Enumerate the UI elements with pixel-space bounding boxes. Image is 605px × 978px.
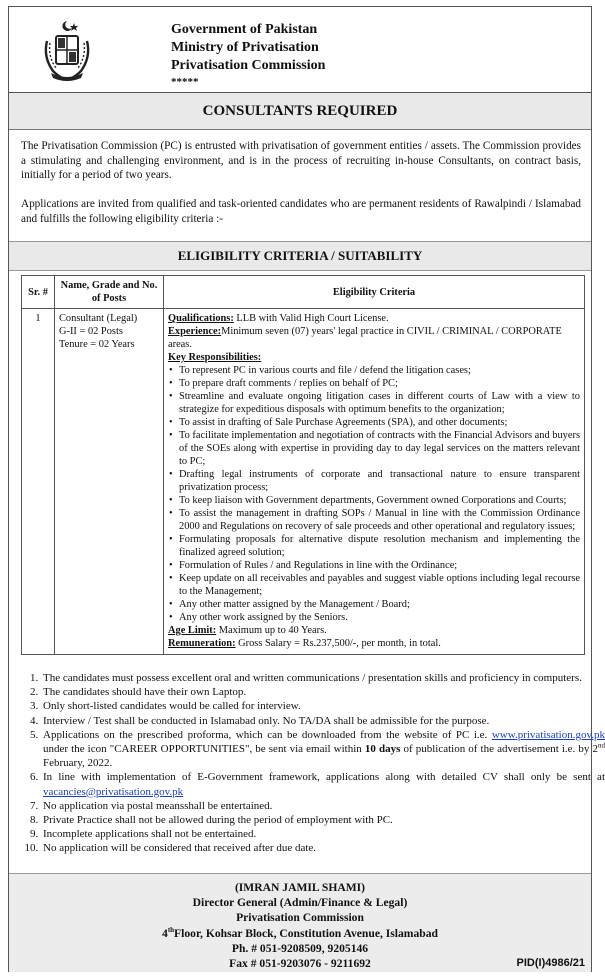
criteria-table	[21, 275, 585, 655]
commission-line: Privatisation Commission	[171, 58, 326, 73]
note-item: 2. The candidates should have their own Laptop.	[41, 685, 605, 699]
col-header-name: Name, Grade and No. of Posts	[55, 276, 164, 309]
note-item: 4. Interview / Test shall be conducted in Islamabad only. No TA/DA shall be admissible for the purpose.	[41, 714, 605, 728]
note5-days: 10 days	[364, 743, 401, 756]
qualifications-label: Qualifications:	[168, 313, 234, 324]
col-header-sr: Sr. #	[22, 276, 55, 309]
note5-sup: nd	[598, 741, 605, 750]
list-item: • To assist in drafting of Sale Purchase Agreements (SPA), and other documents;	[179, 416, 580, 429]
signature-block	[9, 880, 591, 971]
note6-part-a: In line with implementation of E-Government framework, applications along with detailed CV shall only be sent at	[43, 771, 605, 784]
advertisement-page	[8, 6, 605, 971]
list-item: • To assist the management in drafting SOPs / Manual in line with the Commission Ordinance 2000 and Regulations on recovery of sale proceeds and other operational and regulatory issues;	[179, 507, 580, 533]
cell-criteria	[164, 309, 585, 655]
age-label: Age Limit:	[168, 625, 217, 636]
list-item: • Drafting legal instruments of corporate and transactional nature to ensure transparent privatization process;	[179, 468, 580, 494]
note5-part-c: of publication of the advertisement i.e. by 2	[400, 743, 598, 756]
age-text: Maximum up to 40 Years.	[216, 625, 327, 636]
header-text	[171, 21, 325, 89]
signatory-designation: Director General (Admin/Finance & Legal)	[192, 896, 408, 910]
list-item: • Formulation of Rules / and Regulations in line with the Ordinance;	[179, 559, 580, 572]
eligibility-heading: ELIGIBILITY CRITERIA / SUITABILITY	[177, 248, 423, 263]
note-item: 10. No application will be considered that received after due date.	[41, 841, 605, 855]
header	[8, 6, 592, 92]
col-header-criteria: Eligibility Criteria	[164, 276, 585, 309]
table-header-row	[22, 276, 585, 309]
floor-number: 4	[162, 926, 168, 940]
cell-sr: 1	[22, 309, 55, 655]
list-item: • To keep liaison with Government departments, Government owned Corporations and Courts;	[179, 494, 580, 507]
signatory-name: (IMRAN JAMIL SHAMI)	[234, 881, 366, 894]
post-title: Consultant (Legal)	[59, 313, 138, 324]
signatory-address	[9, 926, 591, 941]
note-item: 9. Incomplete applications shall not be entertained.	[41, 827, 605, 841]
experience-text: Minimum seven (07) years' legal practice in CIVIL / CRIMINAL / CORPORATE areas.	[168, 326, 562, 350]
page-title: CONSULTANTS REQUIRED	[202, 103, 398, 119]
signatory-fax: Fax # 051-9203076 - 9211692	[229, 957, 371, 971]
list-item: • To represent PC in various courts and file / defend the litigation cases;	[179, 364, 580, 377]
title-band	[9, 93, 591, 130]
list-item: • Keep update on all receivables and payables and suggest viable options including legal recourse to the Management;	[179, 572, 580, 598]
responsibilities-label: Key Responsibilities:	[168, 352, 262, 363]
website-link[interactable]: www.privatisation.gov.pk	[491, 728, 605, 741]
email-link[interactable]: vacancies@privatisation.gov.pk	[43, 785, 184, 798]
post-tenure: Tenure = 02 Years	[59, 339, 135, 350]
age-limit	[168, 624, 580, 637]
note-item: 8. Private Practice shall not be allowed during the period of employment with PC.	[41, 813, 605, 827]
intro-paragraph-1: The Privatisation Commission (PC) is entrusted with privatisation of government entities / assets. The Commission provides a stimulating and challenging environment, and is in the process of recruiting in-house Consultants, on contract basis, initially for a period of two years.	[21, 140, 581, 182]
remuneration-text: Gross Salary = Rs.237,500/-, per month, in total.	[235, 638, 441, 649]
intro-paragraph-2: Applications are invited from qualified and task-oriented candidates who are permanent residents of Rawalpindi / Islamabad and fulfills the following eligibility criteria :-	[21, 198, 581, 225]
signature-band	[9, 873, 591, 972]
list-item: • To prepare draft comments / replies on behalf of PC;	[179, 377, 580, 390]
post-grade: G-II = 02 Posts	[59, 326, 123, 337]
list-item: • To facilitate implementation and negotiation of contracts with the Financial Advisors and buyers of the SOEs along with expertise in providing day to day legal services on the matters relevant to PC;	[179, 429, 580, 468]
ministry-line: Ministry of Privatisation	[171, 40, 319, 55]
list-item: • Formulating proposals for alternative dispute resolution mechanism and implementing the finalized agreed solution;	[179, 533, 580, 559]
state-emblem-icon	[41, 19, 93, 83]
advert-body	[8, 92, 605, 972]
remuneration-label: Remuneration:	[168, 638, 236, 649]
note-item: 1. The candidates must possess excellent oral and written communications / presentation skills and proficiency in computers.	[41, 671, 605, 685]
experience-label: Experience:	[168, 326, 222, 337]
address-text: Floor, Kohsar Block, Constitution Avenue, Islamabad	[174, 926, 438, 940]
experience	[168, 325, 580, 351]
eligibility-band	[9, 241, 591, 271]
signatory-phone: Ph. # 051-9208509, 9205146	[231, 941, 369, 955]
stars-line: *****	[171, 76, 199, 88]
qualifications-text: LLB with Valid High Court License.	[233, 313, 389, 324]
govt-line: Government of Pakistan	[171, 22, 318, 37]
list-item: • Any other matter assigned by the Management / Board;	[179, 598, 580, 611]
note5-part-a: Applications on the prescribed proforma, which can be downloaded from the website of PC i.e.	[43, 728, 492, 741]
note-item: 7. No application via postal meansshall be entertained.	[41, 799, 605, 813]
list-item: • Any other work assigned by the Seniors.	[179, 611, 580, 624]
qualifications	[168, 312, 580, 325]
signatory-org: Privatisation Commission	[236, 911, 364, 925]
responsibilities-list	[168, 364, 580, 624]
cell-post	[55, 309, 164, 655]
note-item	[41, 770, 605, 798]
table-row	[22, 309, 585, 655]
pid-number: PID(I)4986/21	[516, 957, 585, 969]
notes-list	[21, 671, 605, 856]
note5-part-d: February, 2022.	[43, 757, 113, 770]
note5-part-b: under the icon "CAREER OPPORTUNITIES", be sent via email within	[43, 743, 365, 756]
remuneration	[168, 637, 580, 650]
note-item: 3. Only short-listed candidates would be called for interview.	[41, 699, 605, 713]
list-item: • Streamline and evaluate ongoing litigation cases in different courts of Law with a view to strategize for expeditious disposals with optimum benefits to the organization;	[179, 390, 580, 416]
floor-sup: th	[167, 925, 175, 934]
note-item	[41, 728, 605, 771]
